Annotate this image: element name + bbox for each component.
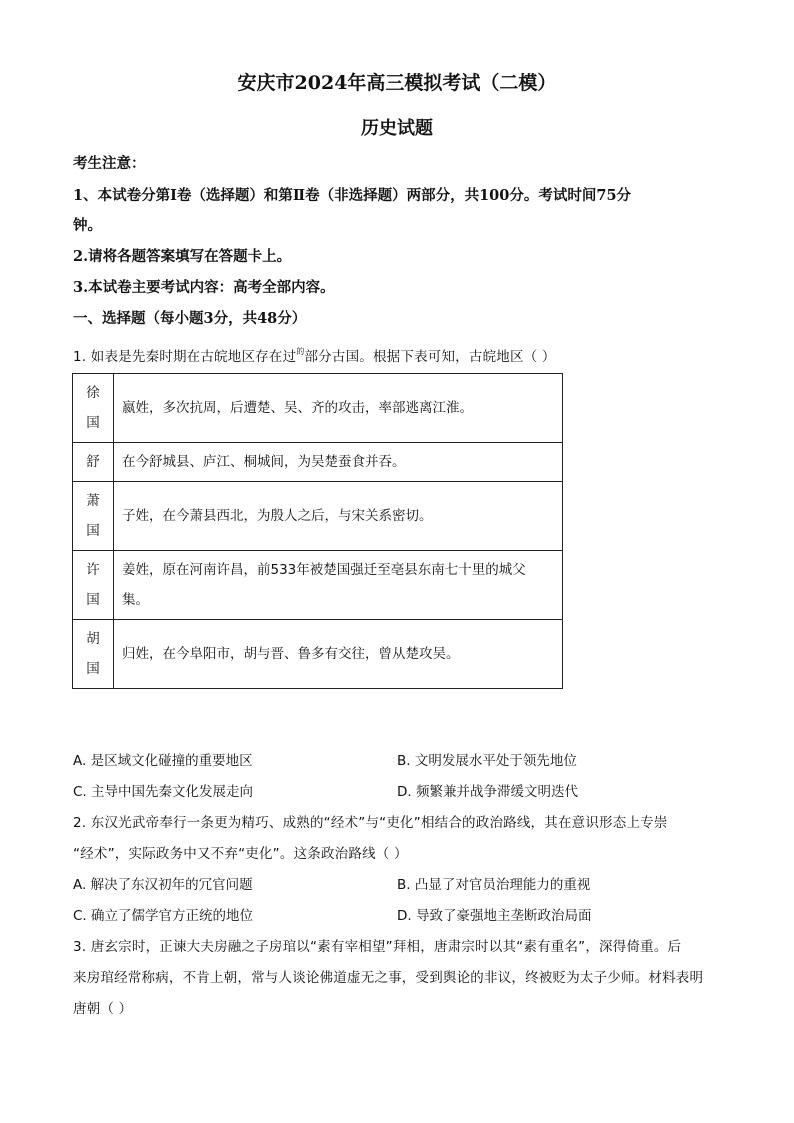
notice-item-2: 2.请将各题答案填写在答题卡上。 xyxy=(73,248,292,265)
state-description-line: 嬴姓，多次抗周，后遭楚、吴、齐的攻击，率部逃离江淮。 xyxy=(122,400,473,416)
question-1-option-b[interactable]: B. 文明发展水平处于领先地位 xyxy=(397,753,577,769)
question-2-option-c[interactable]: C. 确立了儒学官方正统的地位 xyxy=(73,908,254,924)
state-description-cell xyxy=(114,374,563,443)
notice-item-1-cont: 钟。 xyxy=(73,217,102,234)
state-description-cell xyxy=(114,551,563,620)
table-row xyxy=(73,551,563,620)
state-description-line: 子姓，在今萧县西北，为殷人之后，与宋关系密切。 xyxy=(122,508,433,524)
state-name-char: 胡 xyxy=(86,631,100,647)
ancient-states-table xyxy=(72,373,563,689)
state-name-char: 国 xyxy=(86,415,100,431)
state-description-cell xyxy=(114,620,563,689)
question-2-stem-cont: “经术”，实际政务中又不弃“吏化”。这条政治路线（ ） xyxy=(73,846,408,862)
exam-subtitle: 历史试题 xyxy=(361,118,433,139)
section-heading: 一、选择题（每小题3分，共48分） xyxy=(73,310,307,327)
notice-item-1: 1、本试卷分第Ⅰ卷（选择题）和第Ⅱ卷（非选择题）两部分，共100分。考试时间75分 xyxy=(73,187,632,204)
question-2-option-d[interactable]: D. 导致了豪强地主垄断政治局面 xyxy=(397,908,592,924)
state-name-cell xyxy=(73,620,114,689)
notice-heading: 考生注意： xyxy=(73,155,146,172)
state-name-cell xyxy=(73,551,114,620)
state-description-cell xyxy=(114,482,563,551)
state-name-char: 舒 xyxy=(86,454,100,470)
question-1-option-a[interactable]: A. 是区域文化碰撞的重要地区 xyxy=(73,753,253,769)
state-name-char: 国 xyxy=(86,523,100,539)
state-name-cell xyxy=(73,443,114,482)
question-3-stem-end: 唐朝（ ） xyxy=(73,1001,133,1017)
question-1-stem: 1. 如表是先秦时期在古皖地区存在过$^的$部分古国。根据下表可知，古皖地区（ ） xyxy=(73,347,556,365)
table-row xyxy=(73,482,563,551)
question-1-option-c[interactable]: C. 主导中国先秦文化发展走向 xyxy=(73,784,254,800)
state-description-line: 归姓，在今阜阳市，胡与晋、鲁多有交往，曾从楚攻吴。 xyxy=(122,646,460,662)
state-name-char: 徐 xyxy=(86,385,100,401)
state-name-cell xyxy=(73,374,114,443)
exam-title: 安庆市2024年高三模拟考试（二模） xyxy=(237,72,557,94)
table-row xyxy=(73,620,563,689)
state-description-line: 在今舒城县、庐江、桐城间，为吴楚蚕食并吞。 xyxy=(122,454,406,470)
table-row xyxy=(73,374,563,443)
state-description-line: 姜姓，原在河南许昌，前533年被楚国强迁至亳县东南七十里的城父 xyxy=(122,562,526,578)
question-1-option-d[interactable]: D. 频繁兼并战争滞缓文明迭代 xyxy=(397,784,578,800)
question-3-stem: 3. 唐玄宗时，正谏大夫房融之子房琯以“素有宰相望”拜相，唐肃宗时以其“素有重名”，深得倚重。后 xyxy=(73,939,682,955)
question-3-stem-cont: 来房琯经常称病，不肯上朝，常与人谈论佛道虚无之事，受到舆论的非议，终被贬为太子少师。材料表明 xyxy=(73,970,704,986)
state-description-line: 集。 xyxy=(122,592,149,608)
question-2-option-a[interactable]: A. 解决了东汉初年的冗官问题 xyxy=(73,877,253,893)
state-name-char: 许 xyxy=(86,562,100,578)
state-name-char: 萧 xyxy=(86,493,100,509)
table-row xyxy=(73,443,563,482)
state-name-char: 国 xyxy=(86,661,100,677)
notice-item-3: 3.本试卷主要考试内容：高考全部内容。 xyxy=(73,279,335,296)
question-2-option-b[interactable]: B. 凸显了对官员治理能力的重视 xyxy=(397,877,591,893)
state-description-cell xyxy=(114,443,563,482)
state-name-char: 国 xyxy=(86,592,100,608)
state-name-cell xyxy=(73,482,114,551)
question-2-stem: 2. 东汉光武帝奉行一条更为精巧、成熟的“经术”与“吏化”相结合的政治路线，其在意识形态上专崇 xyxy=(73,815,668,831)
